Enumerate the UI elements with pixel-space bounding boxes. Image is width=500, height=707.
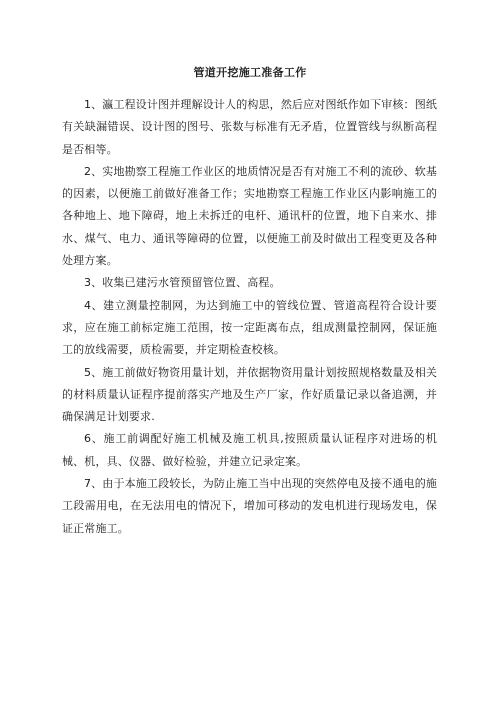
paragraph-7: 7、由于本施工段较长，为防止施工当中出现的突然停电及接不通电的施工段需用电，在无法用电的情况下，增加可移动的发电机进行现场发电，保证正常施工。 bbox=[62, 477, 437, 535]
paragraph-2: 2、实地勘察工程施工作业区的地质情况是否有对施工不利的流砂、软基的因素，以便施工前做好准备工作；实地勘察工程施工作业区内影响施工的各种地上、地下障碍，地上未拆迁的电杆、通讯杆的位置，地下自来水、排水、煤气、电力、通讯等障碍的位置，以便施工前及时做出工程变更及各种处理方案。 bbox=[62, 164, 437, 268]
document-title: 管道开挖施工准备工作 bbox=[193, 66, 307, 79]
document-body bbox=[62, 94, 437, 540]
paragraph-1: 1、瀛工程设计图并理解设计人的构思，然后应对图纸作如下审核：图纸有关缺漏错误、设计图的图号、张数与标准有无矛盾，位置管线与纵断高程是否相等。 bbox=[62, 98, 437, 156]
paragraph-4: 4、建立测量控制网，为达到施工中的管线位置、管道高程符合设计要求，应在施工前标定施工范围，按一定距离布点，组成测量控制网，保证施工的放线需要，质检需要，并定期检查校核。 bbox=[62, 298, 437, 357]
paragraph-6: 6、施工前调配好施工机械及施工机具,按照质量认证程序对进场的机械、机，具、仪器、做好检验，并建立记录定案。 bbox=[62, 432, 437, 468]
paragraph-5: 5、施工前做好物资用量计划，并依据物资用量计划按照规格数量及相关的材料质量认证程序提前落实产地及生产厂家，作好质量记录以备追溯，并确保满足计划要求. bbox=[62, 365, 437, 424]
paragraph-3: 3、收集已建污水管预留管位置、高程。 bbox=[84, 276, 281, 290]
